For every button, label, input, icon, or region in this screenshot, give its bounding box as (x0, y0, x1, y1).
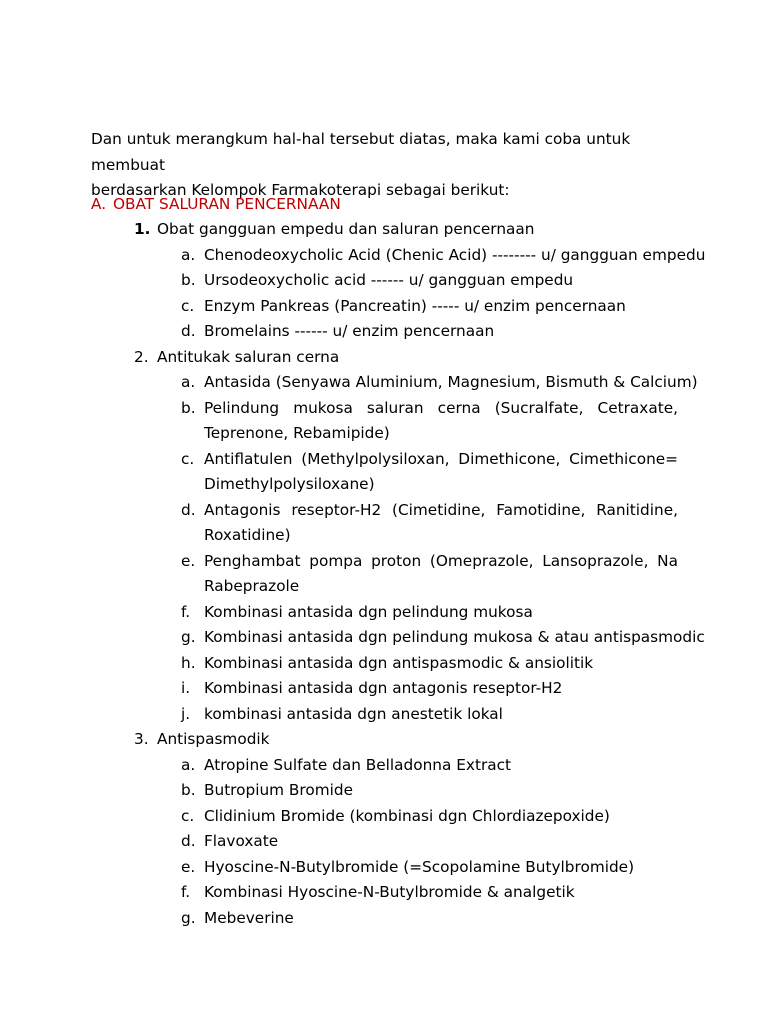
group-title: Antispasmodik (157, 730, 270, 748)
list-item (0, 804, 768, 830)
item-text: Antagonis reseptor-H2 (Cimetidine, Famotidine, Ranitidine, (204, 500, 678, 519)
item-marker: b. (181, 781, 196, 799)
item-marker: f. (181, 602, 191, 621)
list-item (0, 549, 768, 600)
item-text-continuation: Rabeprazole (204, 577, 300, 595)
item-marker: b. (181, 398, 196, 417)
group-title: Antitukak saluran cerna (157, 347, 340, 366)
section-title: OBAT SALURAN PENCERNAAN (113, 195, 341, 213)
group-marker: 3. (134, 730, 149, 748)
group-marker: 2. (134, 347, 149, 366)
group-title: Obat gangguan empedu dan saluran pencernaan (157, 220, 535, 238)
item-text: Chenodeoxycholic Acid (Chenic Acid) -------- u/ gangguan empedu (204, 245, 706, 264)
item-text: Kombinasi antasida dgn pelindung mukosa & atau antispasmodic (204, 628, 705, 646)
item-text: Flavoxate (204, 832, 279, 850)
item-marker: j. (181, 704, 191, 723)
section-heading (91, 192, 341, 217)
item-text: Kombinasi antasida dgn pelindung mukosa (204, 602, 533, 621)
item-text-continuation: Roxatidine) (204, 526, 291, 544)
list-item (0, 447, 768, 498)
group-heading (0, 727, 768, 753)
list-item (0, 294, 768, 320)
list-item (0, 702, 768, 728)
list-item (0, 906, 768, 932)
item-marker: e. (181, 551, 196, 570)
item-marker: d. (181, 500, 196, 519)
list-item (0, 600, 768, 626)
item-text: Kombinasi Hyoscine-N-Butylbromide & analgetik (204, 883, 575, 901)
item-marker: g. (181, 908, 196, 927)
item-text-continuation: Teprenone, Rebamipide) (204, 424, 390, 442)
section-marker: A. (91, 195, 107, 213)
list-item (0, 778, 768, 804)
item-marker: g. (181, 628, 196, 646)
list-item (0, 829, 768, 855)
item-text-continuation: Dimethylpolysiloxane) (204, 475, 375, 493)
item-text: Enzym Pankreas (Pancreatin) ----- u/ enzim pencernaan (204, 296, 626, 315)
item-text: Bromelains ------ u/ enzim pencernaan (204, 322, 495, 340)
group-heading (0, 217, 768, 243)
item-marker: b. (181, 271, 196, 289)
group-marker: 1. (134, 220, 151, 238)
item-marker: c. (181, 449, 195, 468)
item-text: Ursodeoxycholic acid ------ u/ gangguan empedu (204, 271, 574, 289)
item-text: Mebeverine (204, 908, 294, 927)
list-item (0, 880, 768, 906)
item-marker: h. (181, 653, 196, 672)
list-item (0, 243, 768, 269)
item-text: Atropine Sulfate dan Belladonna Extract (204, 755, 512, 774)
drug-list (0, 217, 768, 931)
item-text-wrap (204, 549, 678, 600)
item-marker: f. (181, 883, 191, 901)
list-item (0, 268, 768, 294)
item-marker: i. (181, 679, 191, 697)
list-item (0, 625, 768, 651)
list-item (0, 319, 768, 345)
item-text-wrap (204, 498, 678, 549)
item-text: Antasida (Senyawa Aluminium, Magnesium, Bismuth & Calcium) (204, 373, 698, 391)
item-text-wrap (204, 447, 678, 498)
list-item (0, 753, 768, 779)
list-item (0, 396, 768, 447)
item-text: Penghambat pompa proton (Omeprazole, Lansoprazole, Na (204, 551, 678, 570)
item-marker: c. (181, 806, 195, 825)
list-item (0, 370, 768, 396)
item-marker: d. (181, 322, 196, 340)
list-item (0, 855, 768, 881)
item-marker: c. (181, 296, 195, 315)
group-heading (0, 345, 768, 371)
item-text: kombinasi antasida dgn anestetik lokal (204, 704, 503, 723)
item-marker: d. (181, 832, 196, 850)
intro-line-2: berdasarkan Kelompok Farmakoterapi sebagai berikut: (91, 181, 510, 199)
item-text-wrap (204, 396, 678, 447)
list-item (0, 651, 768, 677)
item-text: Clidinium Bromide (kombinasi dgn Chlordiazepoxide) (204, 806, 610, 825)
item-text: Hyoscine-N-Butylbromide (=Scopolamine Butylbromide) (204, 857, 635, 876)
item-text: Kombinasi antasida dgn antagonis reseptor-H2 (204, 679, 563, 697)
item-marker: a. (181, 373, 196, 391)
list-item (0, 676, 768, 702)
item-text: Butropium Bromide (204, 781, 353, 799)
list-item (0, 498, 768, 549)
item-text: Pelindung mukosa saluran cerna (Sucralfate, Cetraxate, (204, 398, 678, 417)
intro-line-1: Dan untuk merangkum hal-hal tersebut diatas, maka kami coba untuk membuat (91, 130, 631, 174)
item-marker: e. (181, 857, 196, 876)
item-text: Kombinasi antasida dgn antispasmodic & ansiolitik (204, 653, 594, 672)
item-text: Antiflatulen (Methylpolysiloxan, Dimethicone, Cimethicone= (204, 449, 678, 468)
item-marker: a. (181, 245, 196, 264)
item-marker: a. (181, 755, 196, 774)
